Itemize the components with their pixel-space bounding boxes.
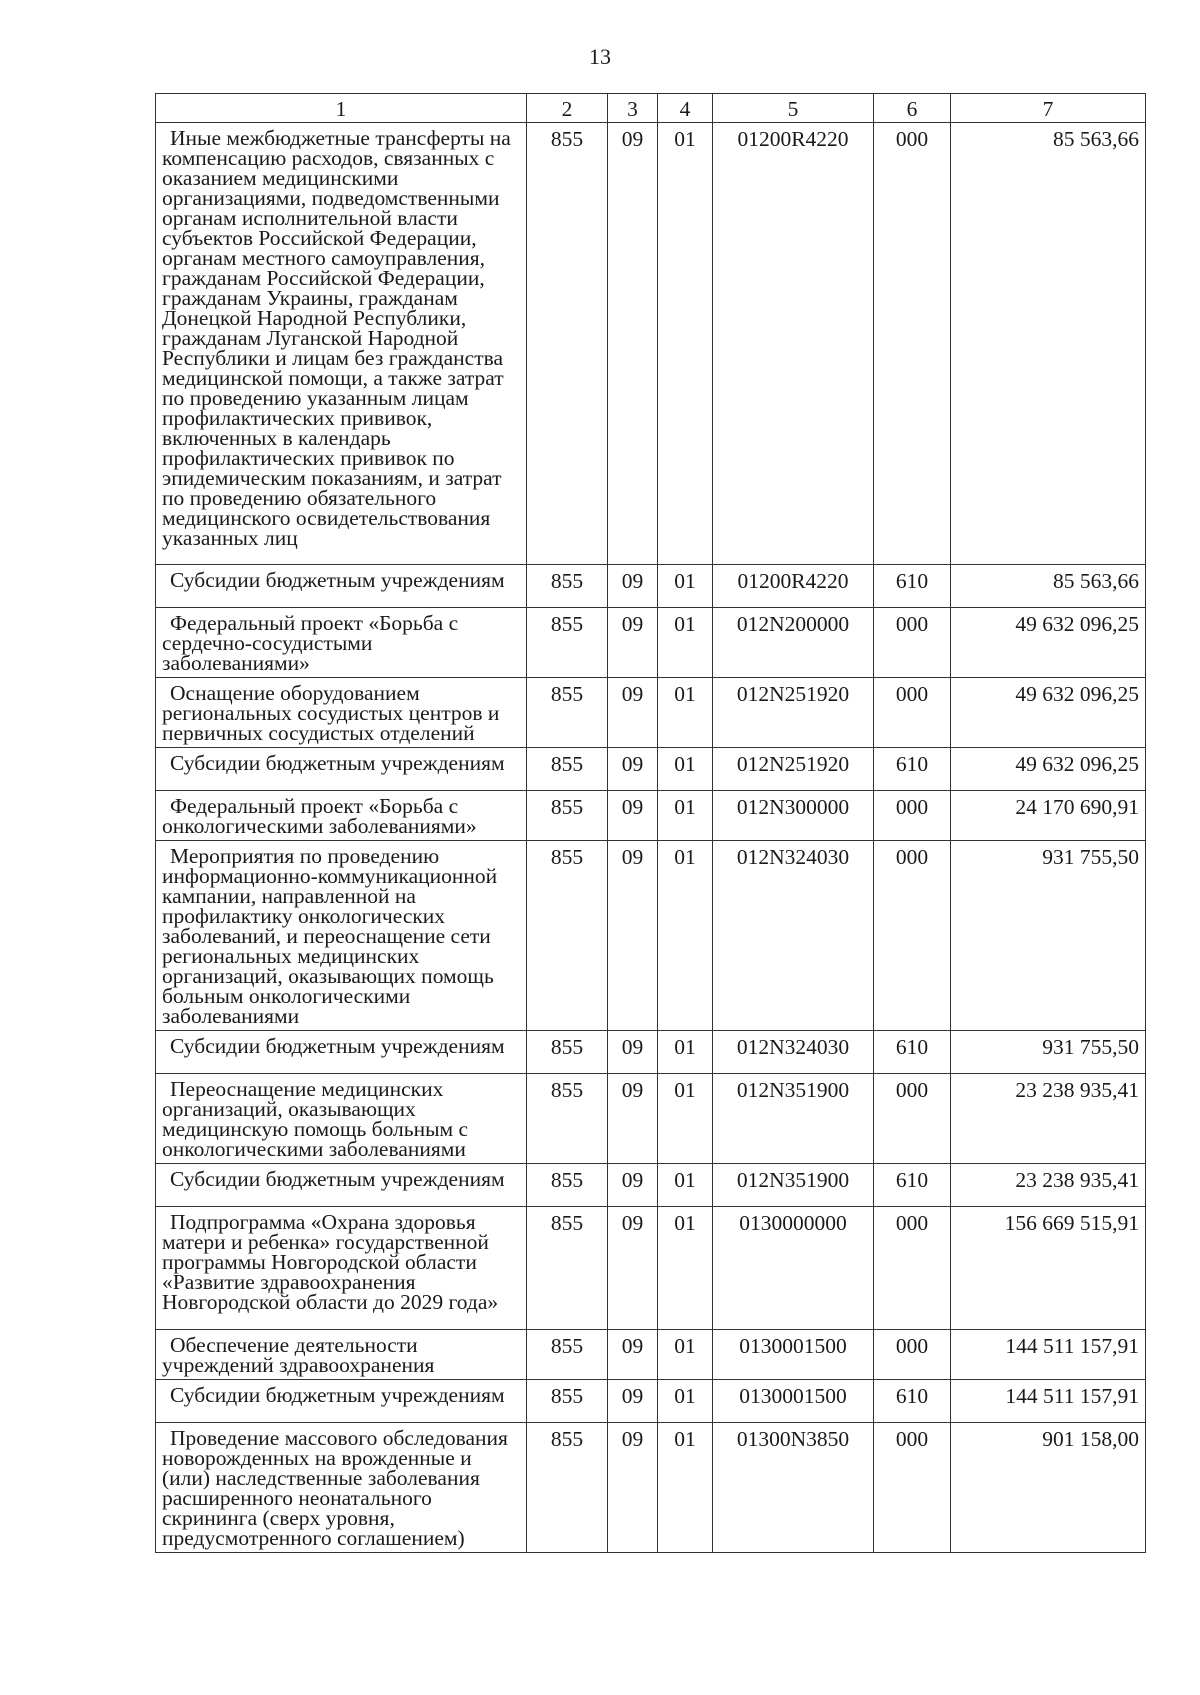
row-col4-cell: 01 — [658, 1207, 713, 1330]
row-col6-cell: 000 — [874, 1423, 951, 1553]
header-col-5: 5 — [713, 94, 874, 123]
row-col2-cell: 855 — [527, 1380, 608, 1423]
table-row — [156, 1423, 1146, 1553]
row-amount-cell: 49 632 096,25 — [951, 678, 1146, 748]
row-col4-cell: 01 — [658, 1423, 713, 1553]
header-col-3: 3 — [608, 94, 658, 123]
row-col4-cell: 01 — [658, 748, 713, 791]
header-col-4: 4 — [658, 94, 713, 123]
row-col3-cell: 09 — [608, 123, 658, 565]
row-col2-cell: 855 — [527, 1423, 608, 1553]
row-col6-cell: 000 — [874, 678, 951, 748]
row-amount-cell: 23 238 935,41 — [951, 1164, 1146, 1207]
row-amount-cell: 156 669 515,91 — [951, 1207, 1146, 1330]
row-name-cell: Субсидии бюджетным учреждениям — [156, 748, 527, 791]
row-col3-cell: 09 — [608, 1423, 658, 1553]
row-col2-cell: 855 — [527, 1207, 608, 1330]
row-col2-cell: 855 — [527, 841, 608, 1031]
table-row — [156, 841, 1146, 1031]
row-col2-cell: 855 — [527, 1031, 608, 1074]
row-col4-cell: 01 — [658, 1074, 713, 1164]
row-col4-cell: 01 — [658, 1164, 713, 1207]
table-row — [156, 1031, 1146, 1074]
row-col6-cell: 610 — [874, 1380, 951, 1423]
row-col6-cell: 610 — [874, 1031, 951, 1074]
row-col5-cell: 01200R4220 — [713, 565, 874, 608]
row-amount-cell: 144 511 157,91 — [951, 1380, 1146, 1423]
table-row — [156, 608, 1146, 678]
row-col5-cell: 012N324030 — [713, 1031, 874, 1074]
row-col6-cell: 000 — [874, 608, 951, 678]
row-col3-cell: 09 — [608, 1031, 658, 1074]
row-name-cell: Оснащение оборудованием региональных сосудистых центров и первичных сосудистых отделений — [156, 678, 527, 748]
row-amount-cell: 144 511 157,91 — [951, 1330, 1146, 1380]
row-col5-cell: 0130001500 — [713, 1330, 874, 1380]
row-col2-cell: 855 — [527, 1074, 608, 1164]
table-row — [156, 1164, 1146, 1207]
row-col3-cell: 09 — [608, 1207, 658, 1330]
row-col6-cell: 000 — [874, 1074, 951, 1164]
row-col5-cell: 0130000000 — [713, 1207, 874, 1330]
table-row — [156, 1330, 1146, 1380]
row-name-cell: Субсидии бюджетным учреждениям — [156, 1380, 527, 1423]
row-col3-cell: 09 — [608, 678, 658, 748]
row-name-cell: Проведение массового обследования новорожденных на врожденные и (или) наследственные заболевания расширенного неонатального скрининга (сверх уровня, предусмотренного соглашением) — [156, 1423, 527, 1553]
row-name-cell: Подпрограмма «Охрана здоровья матери и ребенка» государственной программы Новгородской области «Развитие здравоохранения Новгородской области до 2029 года» — [156, 1207, 527, 1330]
row-col2-cell: 855 — [527, 608, 608, 678]
row-col3-cell: 09 — [608, 791, 658, 841]
table-row — [156, 1074, 1146, 1164]
row-name-cell: Иные межбюджетные трансферты на компенсацию расходов, связанных с оказанием медицинскими организациями, подведомственными органам исполнительной власти субъектов Российской Федерации, органам местного самоуправления, гражданам Российской Федерации, гражданам Украины, гражданам Донецкой Народной Республики, гражданам Луганской Народной Республики и лицам без гражданства медицинской помощи, а также затрат по проведению указанным лицам профилактических прививок, включенных в календарь профилактических прививок по эпидемическим показаниям, и затрат по проведению обязательного медицинского освидетельствования указанных лиц — [156, 123, 527, 565]
row-col4-cell: 01 — [658, 678, 713, 748]
row-amount-cell: 931 755,50 — [951, 841, 1146, 1031]
row-col4-cell: 01 — [658, 1380, 713, 1423]
header-col-2: 2 — [527, 94, 608, 123]
row-amount-cell: 931 755,50 — [951, 1031, 1146, 1074]
row-col2-cell: 855 — [527, 1164, 608, 1207]
table-row — [156, 1207, 1146, 1330]
budget-table — [155, 93, 1146, 1553]
table-row — [156, 791, 1146, 841]
table-row — [156, 1380, 1146, 1423]
row-col3-cell: 09 — [608, 1164, 658, 1207]
header-col-6: 6 — [874, 94, 951, 123]
row-col6-cell: 000 — [874, 123, 951, 565]
table-row — [156, 678, 1146, 748]
row-name-cell: Субсидии бюджетным учреждениям — [156, 1031, 527, 1074]
row-amount-cell: 24 170 690,91 — [951, 791, 1146, 841]
header-col-7: 7 — [951, 94, 1146, 123]
row-col3-cell: 09 — [608, 565, 658, 608]
row-col2-cell: 855 — [527, 748, 608, 791]
row-amount-cell: 85 563,66 — [951, 565, 1146, 608]
page-number: 13 — [589, 44, 611, 69]
header-col-1: 1 — [156, 94, 527, 123]
row-col4-cell: 01 — [658, 123, 713, 565]
row-col2-cell: 855 — [527, 123, 608, 565]
row-col5-cell: 012N324030 — [713, 841, 874, 1031]
row-col5-cell: 012N351900 — [713, 1164, 874, 1207]
table-body — [156, 123, 1146, 1553]
row-col3-cell: 09 — [608, 748, 658, 791]
row-col3-cell: 09 — [608, 1074, 658, 1164]
row-col6-cell: 000 — [874, 1330, 951, 1380]
row-col4-cell: 01 — [658, 791, 713, 841]
table-row — [156, 123, 1146, 565]
row-amount-cell: 85 563,66 — [951, 123, 1146, 565]
table-row — [156, 565, 1146, 608]
row-col6-cell: 000 — [874, 1207, 951, 1330]
row-name-cell: Субсидии бюджетным учреждениям — [156, 565, 527, 608]
row-col5-cell: 012N300000 — [713, 791, 874, 841]
row-col2-cell: 855 — [527, 678, 608, 748]
row-col5-cell: 01200R4220 — [713, 123, 874, 565]
row-col3-cell: 09 — [608, 608, 658, 678]
table-row — [156, 748, 1146, 791]
row-amount-cell: 49 632 096,25 — [951, 608, 1146, 678]
row-col3-cell: 09 — [608, 1330, 658, 1380]
row-col5-cell: 0130001500 — [713, 1380, 874, 1423]
row-name-cell: Федеральный проект «Борьба с онкологическими заболеваниями» — [156, 791, 527, 841]
row-col2-cell: 855 — [527, 565, 608, 608]
row-col4-cell: 01 — [658, 841, 713, 1031]
row-name-cell: Субсидии бюджетным учреждениям — [156, 1164, 527, 1207]
row-name-cell: Федеральный проект «Борьба с сердечно-сосудистыми заболеваниями» — [156, 608, 527, 678]
row-col5-cell: 012N200000 — [713, 608, 874, 678]
row-col2-cell: 855 — [527, 1330, 608, 1380]
row-col4-cell: 01 — [658, 1330, 713, 1380]
row-col6-cell: 610 — [874, 748, 951, 791]
row-col3-cell: 09 — [608, 1380, 658, 1423]
row-col5-cell: 012N251920 — [713, 678, 874, 748]
row-col5-cell: 01300N3850 — [713, 1423, 874, 1553]
row-col2-cell: 855 — [527, 791, 608, 841]
row-col6-cell: 610 — [874, 1164, 951, 1207]
row-amount-cell: 49 632 096,25 — [951, 748, 1146, 791]
row-amount-cell: 23 238 935,41 — [951, 1074, 1146, 1164]
row-col4-cell: 01 — [658, 1031, 713, 1074]
row-name-cell: Мероприятия по проведению информационно-коммуникационной кампании, направленной на профилактику онкологических заболеваний, и переоснащение сети региональных медицинских организаций, оказывающих помощь больным онкологическими заболеваниями — [156, 841, 527, 1031]
row-col3-cell: 09 — [608, 841, 658, 1031]
row-name-cell: Переоснащение медицинских организаций, оказывающих медицинскую помощь больным с онкологическими заболеваниями — [156, 1074, 527, 1164]
header-row — [156, 94, 1146, 123]
row-name-cell: Обеспечение деятельности учреждений здравоохранения — [156, 1330, 527, 1380]
row-col5-cell: 012N351900 — [713, 1074, 874, 1164]
row-col5-cell: 012N251920 — [713, 748, 874, 791]
row-col4-cell: 01 — [658, 565, 713, 608]
row-amount-cell: 901 158,00 — [951, 1423, 1146, 1553]
row-col6-cell: 610 — [874, 565, 951, 608]
row-col4-cell: 01 — [658, 608, 713, 678]
row-col6-cell: 000 — [874, 841, 951, 1031]
row-col6-cell: 000 — [874, 791, 951, 841]
